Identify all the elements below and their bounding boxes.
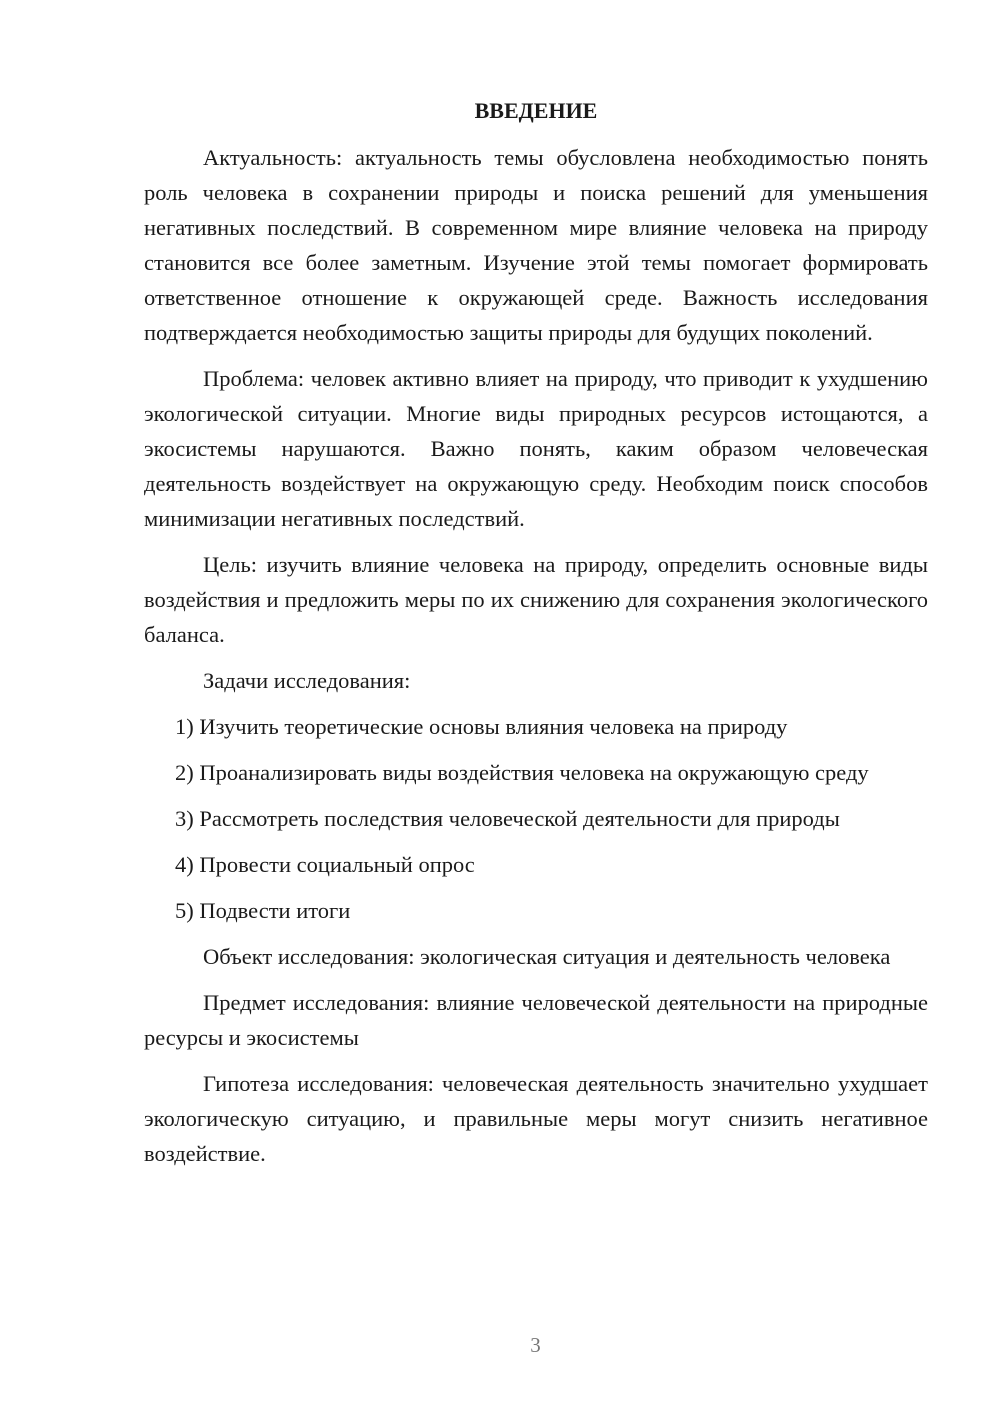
paragraph-goal: Цель: изучить влияние человека на природу, определить основные виды воздействия и предложить меры по их снижению для сохранения экологического баланса. (144, 552, 928, 647)
task-item-5: 5) Подвести итоги (175, 898, 351, 923)
tasks-heading: Задачи исследования: (203, 668, 411, 693)
task-item-3: 3) Рассмотреть последствия человеческой деятельности для природы (175, 806, 840, 831)
task-item-4: 4) Провести социальный опрос (175, 852, 475, 877)
task-item-2: 2) Проанализировать виды воздействия человека на окружающую среду (175, 760, 869, 785)
page-content (144, 94, 928, 1182)
page-number: 3 (530, 1333, 541, 1357)
paragraph-subject: Предмет исследования: влияние человеческой деятельности на природные ресурсы и экосистемы (144, 990, 928, 1050)
paragraph-hypothesis: Гипотеза исследования: человеческая деятельность значительно ухудшает экологическую ситуацию, и правильные меры могут снизить негативное воздействие. (144, 1071, 928, 1166)
section-title: ВВЕДЕНИЕ (474, 98, 598, 123)
paragraph-relevance: Актуальность: актуальность темы обусловлена необходимостью понять роль человека в сохранении природы и поиска решений для уменьшения негативных последствий. В современном мире влияние человека на природу становится все более заметным. Изучение этой темы помогает формировать ответственное отношение к окружающей среде. Важность исследования подтверждается необходимостью защиты природы для будущих поколений. (144, 145, 928, 345)
paragraph-problem: Проблема: человек активно влияет на природу, что приводит к ухудшению экологической ситуации. Многие виды природных ресурсов истощаются, а экосистемы нарушаются. Важно понять, каким образом человеческая деятельность воздействует на окружающую среду. Необходим поиск способов минимизации негативных последствий. (144, 366, 928, 531)
task-item-1: 1) Изучить теоретические основы влияния человека на природу (175, 714, 788, 739)
paragraph-object: Объект исследования: экологическая ситуация и деятельность человека (203, 944, 891, 969)
